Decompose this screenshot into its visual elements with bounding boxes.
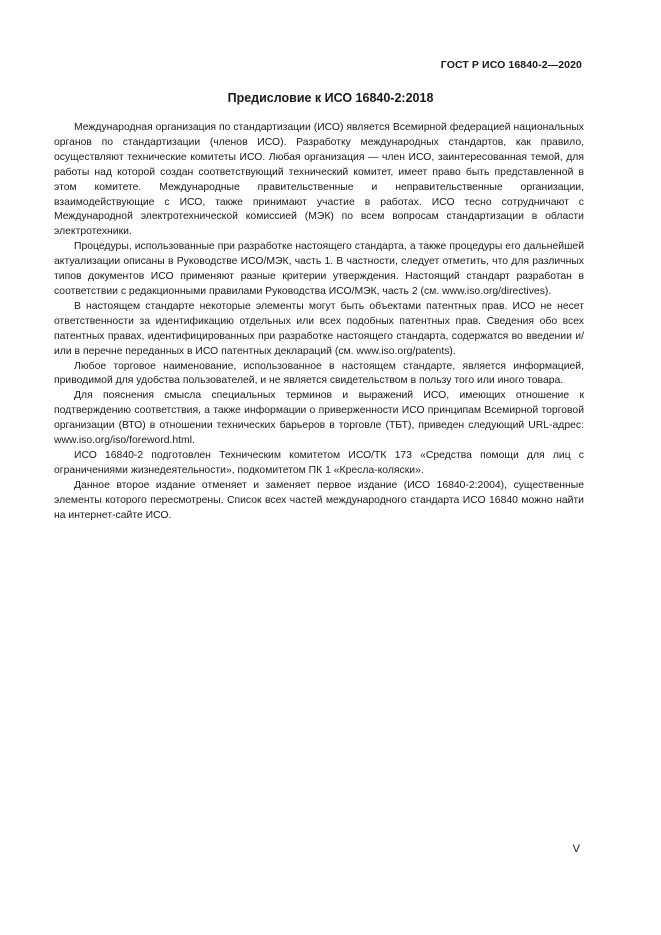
paragraph-terms-explanation: Для пояснения смысла специальных терминов и выражений ИСО, имеющих отношение к подтверждению соответствия, а также информации о приверженности ИСО принципам Всемирной торговой организации (ВТО) в отношении технических барьеров в торговле (ТБТ), приведен следующий URL-адрес: www.iso.org/iso/foreword.html. — [54, 390, 584, 447]
paragraph-trade-names: Любое торговое наименование, использованное в настоящем стандарте, является информацией, приводимой для удобства пользователей, и не является свидетельством в пользу того или иного товара. — [54, 360, 584, 387]
document-header-standard-id: ГОСТ Р ИСО 16840-2—2020 — [440, 59, 582, 71]
paragraph-technical-committee: ИСО 16840-2 подготовлен Техническим комитетом ИСО/ТК 173 «Средства помощи для лиц с ограничениями жизнедеятельности», подкомитетом ПК 1 «Кресла-коляски». — [54, 449, 584, 476]
paragraph-iso-organization: Международная организация по стандартизации (ИСО) является Всемирной федерацией национальных органов по стандартизации (членов ИСО). Разработку международных стандартов, как правило, осуществляют технические комитеты ИСО. Любая организация — член ИСО, заинтересованная темой, для работы над которой создан соответствующий технический комитет, имеет право быть представленной в этом комитете. Международные правительственные и неправительственные организации, взаимодействующие с ИСО, также принимают участие в работах. ИСО тесно сотрудничают с Международной электротехнической комиссией (МЭК) по всем вопросам стандартизации в области электротехники. — [54, 122, 584, 238]
foreword-body — [54, 121, 584, 523]
page-number: V — [572, 843, 580, 855]
paragraph-procedures: Процедуры, использованные при разработке настоящего стандарта, а также процедуры его дальнейшей актуализации описаны в Руководстве ИСО/МЭК, часть 1. В частности, следует отметить, что для различных типов документов ИСО применяют разные критерии утверждения. Настоящий стандарт разработан в соответствии с редакционными правилами Руководства ИСО/МЭК, часть 2 (см. www.iso.org/directives). — [54, 241, 584, 297]
paragraph-patent-rights: В настоящем стандарте некоторые элементы могут быть объектами патентных прав. ИСО не несет ответственности за идентификацию отдельных или всех подобных патентных прав. Сведения обо всех патентных правах, идентифицированных при разработке настоящего стандарта, содержатся во введении и/или в перечне переданных в ИСО патентных деклараций (см. www.iso.org/patents). — [54, 300, 584, 357]
page-title: Предисловие к ИСО 16840-2:2018 — [227, 91, 434, 105]
paragraph-edition-note: Данное второе издание отменяет и заменяет первое издание (ИСО 16840-2:2004), существенные элементы которого пересмотрены. Список всех частей международного стандарта ИСО 16840 можно найти на интернет-сайте ИСО. — [54, 479, 584, 521]
